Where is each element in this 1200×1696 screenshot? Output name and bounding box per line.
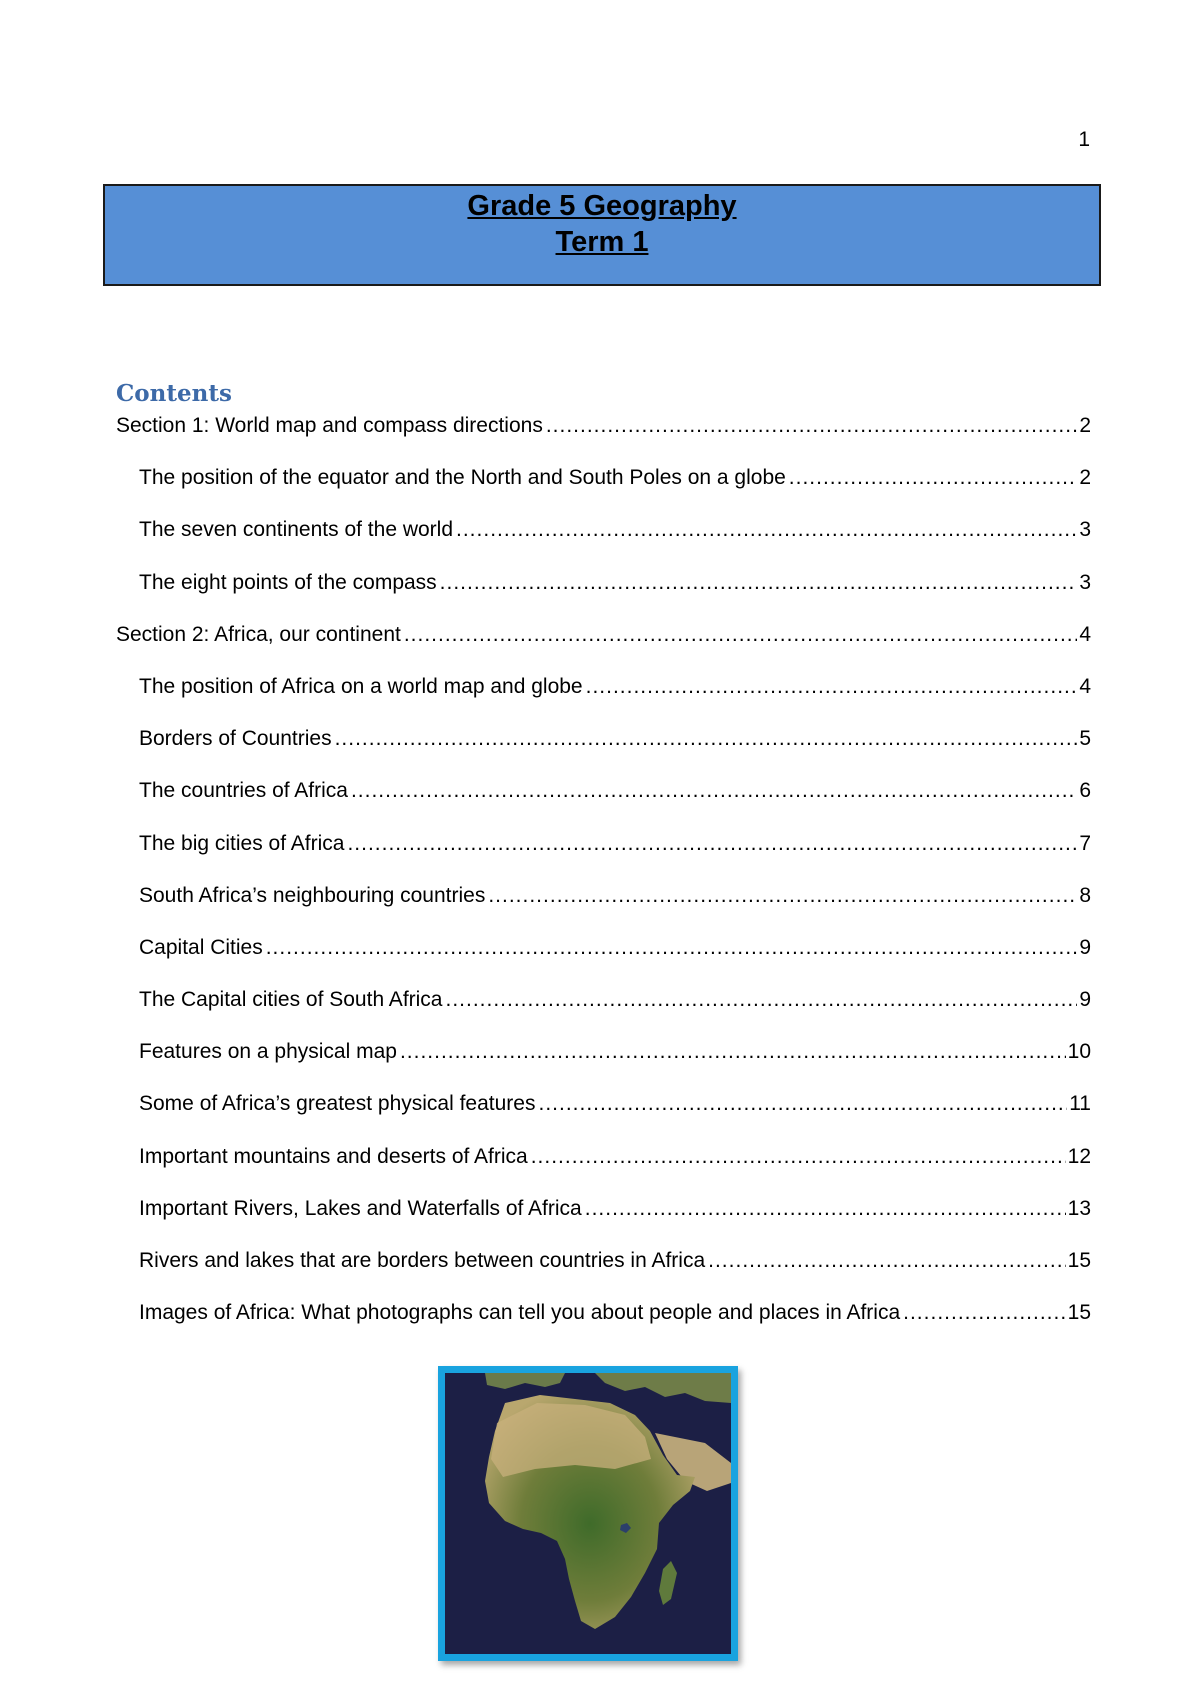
toc-entry-text: Section 2: Africa, our continent bbox=[116, 622, 401, 646]
toc-leader bbox=[404, 623, 1077, 647]
table-of-contents bbox=[116, 414, 1091, 1353]
toc-page-number: 3 bbox=[1079, 518, 1091, 542]
toc-leader bbox=[903, 1301, 1066, 1325]
toc-page-number: 7 bbox=[1079, 831, 1091, 855]
toc-page-number: 9 bbox=[1079, 935, 1091, 959]
toc-leader bbox=[531, 1145, 1066, 1169]
toc-entry-text: Rivers and lakes that are borders between countries in Africa bbox=[139, 1249, 706, 1272]
toc-entry-text: Borders of Countries bbox=[139, 727, 332, 751]
toc-entry-text: Images of Africa: What photographs can tell you about people and places in Africa bbox=[139, 1301, 901, 1325]
toc-entry-text: The eight points of the compass bbox=[139, 570, 437, 594]
toc-entry[interactable] bbox=[116, 884, 1091, 936]
toc-entry-text: The position of the equator and the North and South Poles on a globe bbox=[139, 466, 786, 490]
contents-heading: Contents bbox=[116, 380, 232, 407]
toc-leader bbox=[351, 779, 1077, 803]
toc-entry-text: Important Rivers, Lakes and Waterfalls of Africa bbox=[139, 1196, 582, 1220]
toc-page-number: 6 bbox=[1079, 779, 1091, 803]
toc-entry-text: Section 1: World map and compass directions bbox=[116, 414, 543, 437]
africa-map-icon bbox=[445, 1373, 731, 1654]
toc-page-number: 2 bbox=[1079, 414, 1091, 437]
toc-page-number: 5 bbox=[1079, 727, 1091, 751]
toc-entry[interactable] bbox=[116, 1249, 1091, 1301]
toc-entry[interactable] bbox=[116, 1092, 1091, 1144]
toc-page-number: 2 bbox=[1079, 466, 1091, 490]
document-term: Term 1 bbox=[555, 226, 649, 258]
toc-page-number: 9 bbox=[1079, 988, 1091, 1012]
toc-leader bbox=[266, 936, 1078, 960]
toc-entry[interactable] bbox=[116, 832, 1091, 884]
toc-leader bbox=[538, 1092, 1067, 1116]
toc-entry-text: The Capital cities of South Africa bbox=[139, 988, 443, 1012]
toc-leader bbox=[789, 466, 1078, 490]
toc-entry[interactable] bbox=[116, 571, 1091, 623]
title-banner bbox=[103, 184, 1101, 286]
toc-entry[interactable] bbox=[116, 518, 1091, 570]
toc-page-number: 13 bbox=[1067, 1196, 1091, 1220]
toc-entry-text: The position of Africa on a world map and globe bbox=[139, 674, 583, 698]
toc-entry-text: South Africa’s neighbouring countries bbox=[139, 883, 486, 907]
toc-entry-text: Capital Cities bbox=[139, 935, 263, 959]
toc-page-number: 12 bbox=[1067, 1144, 1091, 1168]
toc-page-number: 4 bbox=[1079, 674, 1091, 698]
toc-page-number: 4 bbox=[1079, 622, 1091, 646]
toc-leader bbox=[586, 675, 1078, 699]
toc-leader bbox=[347, 832, 1077, 856]
toc-page-number: 3 bbox=[1079, 570, 1091, 594]
toc-page-number: 11 bbox=[1069, 1092, 1091, 1116]
africa-satellite-image bbox=[438, 1366, 738, 1661]
toc-entry[interactable] bbox=[116, 988, 1091, 1040]
toc-leader bbox=[440, 571, 1078, 595]
toc-entry[interactable] bbox=[116, 1197, 1091, 1249]
toc-entry-text: The countries of Africa bbox=[139, 779, 348, 803]
page-number: 1 bbox=[1078, 128, 1090, 151]
toc-page-number: 15 bbox=[1067, 1301, 1091, 1325]
toc-leader bbox=[488, 884, 1077, 908]
toc-entry-text: The seven continents of the world bbox=[139, 518, 454, 542]
toc-page-number: 10 bbox=[1067, 1040, 1091, 1064]
toc-entry[interactable] bbox=[116, 727, 1091, 779]
toc-leader bbox=[400, 1040, 1066, 1064]
toc-entry-section-1[interactable] bbox=[116, 414, 1091, 466]
toc-entry-text: Some of Africa’s greatest physical features bbox=[139, 1092, 536, 1116]
toc-entry[interactable] bbox=[116, 779, 1091, 831]
toc-leader bbox=[446, 988, 1078, 1012]
toc-entry[interactable] bbox=[116, 675, 1091, 727]
toc-entry[interactable] bbox=[116, 1301, 1091, 1353]
toc-leader bbox=[456, 518, 1077, 542]
toc-leader bbox=[546, 414, 1077, 438]
toc-entry-text: Important mountains and deserts of Africa bbox=[139, 1144, 528, 1168]
toc-entry[interactable] bbox=[116, 936, 1091, 988]
toc-entry-text: The big cities of Africa bbox=[139, 831, 345, 855]
toc-entry[interactable] bbox=[116, 1040, 1091, 1092]
toc-entry[interactable] bbox=[116, 1145, 1091, 1197]
toc-entry[interactable] bbox=[116, 466, 1091, 518]
toc-leader bbox=[335, 727, 1078, 751]
toc-entry-text: Features on a physical map bbox=[139, 1040, 397, 1064]
toc-entry-section-2[interactable] bbox=[116, 623, 1091, 675]
toc-page-number: 8 bbox=[1079, 883, 1091, 907]
toc-leader bbox=[708, 1249, 1066, 1273]
toc-leader bbox=[585, 1197, 1066, 1221]
toc-page-number: 15 bbox=[1067, 1249, 1091, 1272]
document-title: Grade 5 Geography bbox=[467, 190, 737, 222]
